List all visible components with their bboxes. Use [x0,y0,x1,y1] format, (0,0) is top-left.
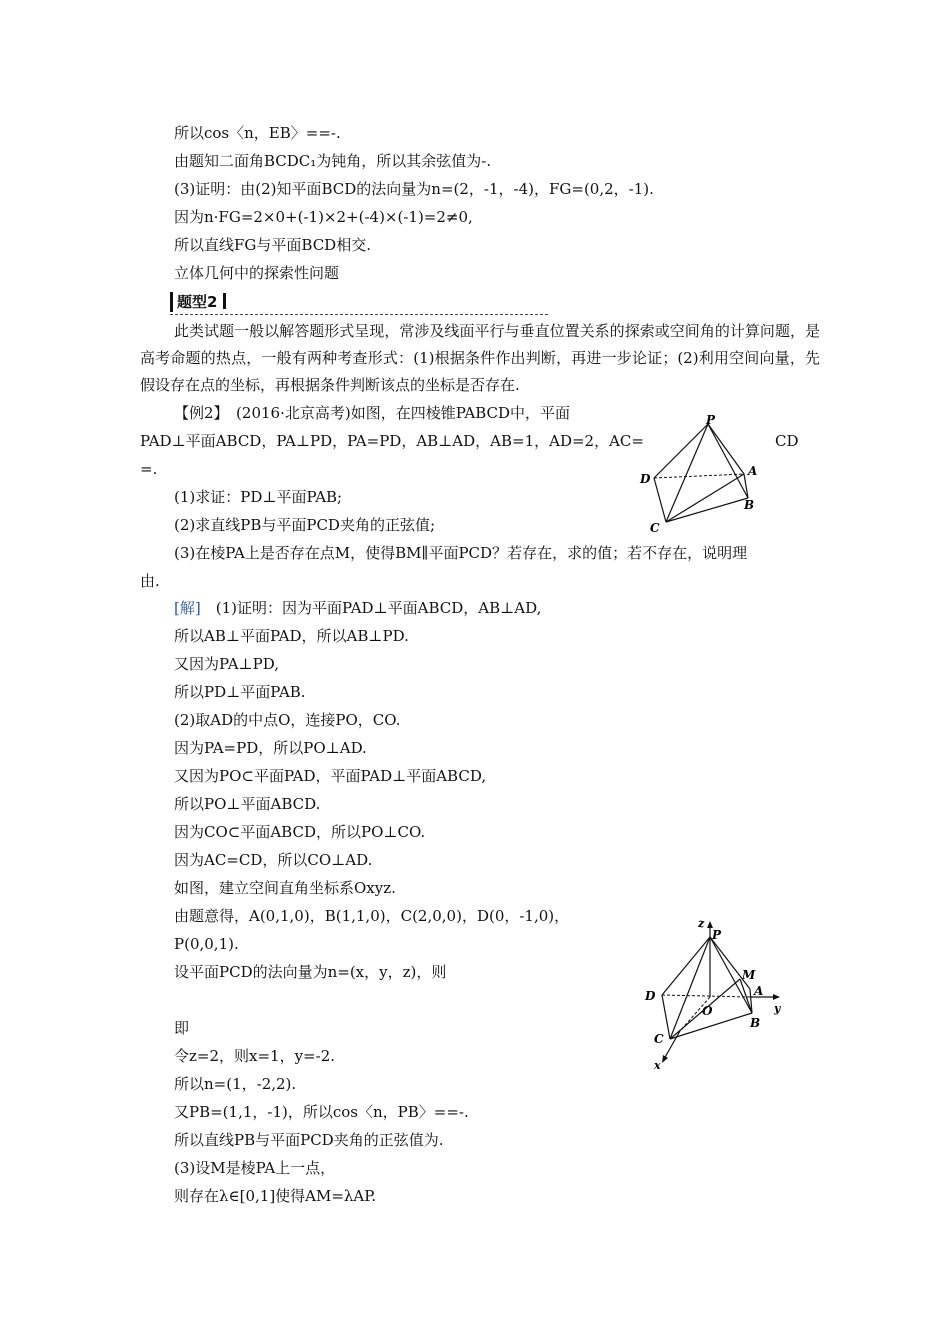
example-text: PAD⊥平面ABCD，PA⊥PD，PA=PD，AB⊥AD，AB=1，AD=2，AC= [140,432,644,450]
solution-line: 所以PD⊥平面PAB. [174,683,306,701]
text-line: 因为n·FG=2×0+(-1)×2+(-4)×(-1)=2≠0, [174,208,473,226]
label-A: A [748,464,758,478]
solution-line: 所以n=(1，-2,2). [174,1075,297,1093]
question-3-cont: 由. [140,572,160,590]
section-tag [170,292,548,315]
label-P: P [712,928,722,942]
example-text: CD [775,432,799,450]
solution-line: 又因为PO⊂平面PAD，平面PAD⊥平面ABCD, [174,767,487,785]
coordinate-pyramid-figure [640,915,790,1075]
tag-bar [223,293,226,309]
axis-y-label: y [774,1002,781,1015]
text-line: 所以直线FG与平面BCD相交. [174,236,371,254]
solution-line: 又因为PA⊥PD, [174,655,280,673]
label-B: B [744,498,755,512]
solution-first-line [174,598,541,618]
intro-paragraph: 此类试题一般以解答题形式呈现，常涉及线面平行与垂直位置关系的探索或空间角的计算问题，是高考命题的热点，一般有两种考查形式：(1)根据条件作出判断，再进一步论证；(2)利用空间向量，先假设存在点的坐标，再根据条件判断该点的坐标是否存在. [140,322,820,394]
solution-line: (3)设M是棱PA上一点， [174,1159,336,1177]
solution-line: 即 [174,1019,190,1037]
axis-x-label: x [654,1059,661,1072]
label-D: D [645,989,656,1003]
text-line: 所以cos〈n，EB〉==-. [174,124,341,142]
label-C: C [650,521,660,534]
solution-line: 因为PA=PD，所以PO⊥AD. [174,739,367,757]
solution-line: P(0,0,1). [174,935,239,953]
question-1: (1)求证：PD⊥平面PAB; [174,488,343,506]
label-M: M [742,968,756,982]
example-text: =. [140,460,158,478]
label-C: C [654,1032,664,1046]
label-A: A [754,984,764,998]
label-D: D [640,472,651,486]
section-tag-label: 题型2 [170,292,223,312]
solution-line: 令z=2，则x=1，y=-2. [174,1047,336,1065]
solution-line: 由题意得，A(0,1,0)，B(1,1,0)，C(2,0,0)，D(0，-1,0)， [174,907,570,925]
solution-line: 又PB=(1,1，-1)，所以cos〈n，PB〉==-. [174,1103,469,1121]
solution-line: 设平面PCD的法向量为n=(x，y，z)，则 [174,963,447,981]
label-B: B [750,1016,761,1030]
question-2: (2)求直线PB与平面PCD夹角的正弦值; [174,516,436,534]
axis-z-label: z [698,917,705,930]
solution-line: 如图，建立空间直角坐标系Oxyz. [174,879,396,897]
solution-line: 所以PO⊥平面ABCD. [174,795,321,813]
label-P: P [706,413,716,427]
solution-line: 所以直线PB与平面PCD夹角的正弦值为. [174,1131,444,1149]
solution-line: (2)取AD的中点O，连接PO，CO. [174,711,401,729]
text-line: (3)证明：由(2)知平面BCD的法向量为n=(2，-1，-4)，FG=(0,2，-1). [174,180,654,198]
example-title: 【例2】 (2016·北京高考)如图，在四棱锥PABCD中，平面 [174,404,571,422]
solution-line: 则存在λ∈[0,1]使得AM=λAP. [174,1187,377,1205]
solution-line: 因为AC=CD，所以CO⊥AD. [174,851,373,869]
solution-line: 所以AB⊥平面PAD，所以AB⊥PD. [174,627,409,645]
solution-line: 因为CO⊂平面ABCD，所以PO⊥CO. [174,823,426,841]
question-3: (3)在棱PA上是否存在点M，使得BM∥平面PCD？若存在，求的值；若不存在，说明理 [174,544,748,562]
solution-text: (1)证明：因为平面PAD⊥平面ABCD，AB⊥AD, [215,599,542,617]
text-line: 由题知二面角BCDC₁为钝角，所以其余弦值为-. [174,152,492,170]
solution-label: [解] [174,599,201,617]
section-heading: 立体几何中的探索性问题 [174,264,340,282]
pyramid-figure [636,412,772,534]
label-O: O [702,1004,713,1018]
